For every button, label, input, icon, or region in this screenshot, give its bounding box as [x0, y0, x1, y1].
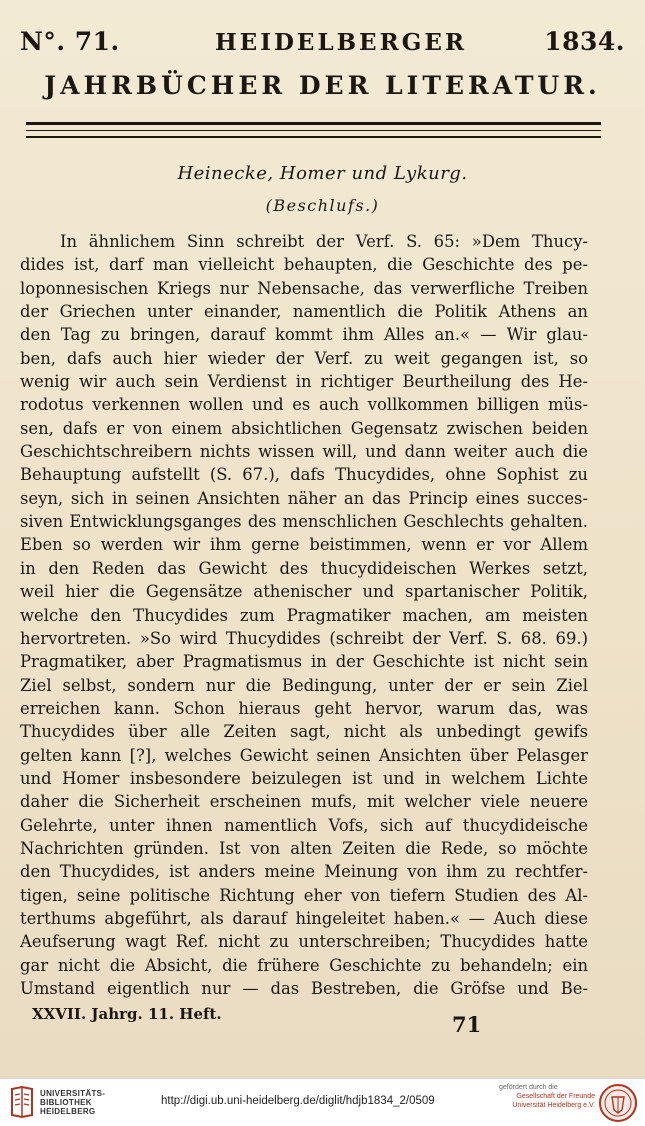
text-line: loponnesischen Kriegs nur Nebensache, das verwerfliche Treiben: [20, 278, 588, 298]
library-logo-icon[interactable]: [8, 1085, 36, 1119]
text-line: sen, dafs er von einem absichtlichen Gegensatz zwischen beiden: [20, 418, 588, 438]
issue-number: N°. 71.: [20, 27, 120, 56]
viewer-footer-bar: [0, 1078, 645, 1126]
text-line: hervortreten. »So wird Thucydides (schreibt der Verf. S. 68. 69.): [20, 628, 588, 648]
text-line: wenig wir auch sein Verdienst in richtiger Beurtheilung des He-: [20, 372, 588, 392]
text-line: Behauptung aufstellt (S. 67.), dafs Thucydides, ohne Sophist zu: [20, 465, 588, 485]
library-name[interactable]: UNIVERSITÄTS- BIBLIOTHEK HEIDELBERG: [40, 1089, 106, 1116]
article-subtitle: (Beschlufs.): [265, 196, 380, 215]
text-line: Aeufserung wagt Ref. nicht zu unterschreiben; Thucydides hatte: [20, 932, 588, 952]
sponsor-org-line2: Universität Heidelberg e.V.: [512, 1102, 595, 1109]
header-rule-thin: [26, 130, 601, 131]
text-line: ben, dafs auch hier wieder der Verf. zu weit gegangen ist, so: [20, 348, 588, 368]
text-line: Ziel selbst, sondern nur die Bedingung, unter der er sein Ziel: [20, 675, 588, 695]
text-line: Thucydides über alle Zeiten sagt, nicht als unbedingt gewifs: [20, 722, 588, 742]
text-line: Eben so werden wir ihm gerne beistimmen, wenn er vor Allem: [20, 535, 588, 555]
text-line: der Griechen unter einander, namentlich die Politik Athens an: [20, 302, 588, 322]
text-line: Geschichtschreibern nichts wissen will, und dann weiter auch die: [20, 442, 588, 462]
text-line: tigen, seine politische Richtung eher von tiefern Studien des Al-: [20, 885, 588, 905]
text-line: den Tag zu bringen, darauf kommt ihm Alles an.« — Wir glau-: [20, 325, 588, 345]
publication-year: 1834.: [544, 27, 625, 56]
text-line: weil hier die Gegensätze athenischer und spartanischer Politik,: [20, 582, 588, 602]
sponsor-lead: gefördert durch die: [499, 1084, 558, 1091]
header-rule-bottom: [26, 136, 601, 138]
university-seal-icon[interactable]: [598, 1083, 638, 1123]
sponsor-credit[interactable]: [491, 1083, 595, 1110]
text-line: terthums abgeführt, als darauf hingeleitet haben.« — Auch diese: [20, 908, 588, 928]
text-line: erreichen kann. Schon hieraus geht hervor, warum das, was: [20, 698, 588, 718]
text-line: Pragmatiker, aber Pragmatismus in der Geschichte ist nicht sein: [20, 652, 588, 672]
text-line: den Thucydides, ist anders meine Meinung von ihm zu rechtfer-: [20, 862, 588, 882]
sponsor-org-line1: Gesellschaft der Freunde: [516, 1093, 595, 1100]
text-line: Nachrichten gründen. Ist von alten Zeiten die Rede, so möchte: [20, 838, 588, 858]
running-header: [20, 27, 625, 61]
text-line: gelten kann [?], welches Gewicht seinen Ansichten über Pelasger: [20, 745, 588, 765]
text-line: gar nicht die Absicht, die frühere Geschichte zu behandeln; ein: [20, 955, 588, 975]
text-line: rodotus verkennen wollen und es auch vollkommen billigen müs-: [20, 395, 588, 415]
text-line: seyn, sich in seinen Ansichten näher an das Princip eines succes-: [20, 488, 588, 508]
text-line: welche den Thucydides zum Pragmatiker machen, am meisten: [20, 605, 588, 625]
text-line: Umstand eigentlich nur — das Bestreben, die Gröfse und Be-: [20, 979, 588, 998]
sheet-number: 71: [452, 1012, 482, 1037]
article-body: [20, 230, 588, 1000]
text-line: in den Reden das Gewicht des thucydideischen Werkes setzt,: [20, 558, 588, 578]
permalink-url[interactable]: http://digi.ub.uni-heidelberg.de/diglit/hdjb1834_2/0509: [161, 1095, 435, 1107]
article-title: Heinecke, Homer und Lykurg.: [177, 163, 468, 184]
text-line: dides ist, darf man vielleicht behaupten, die Geschichte des pe-: [20, 255, 588, 275]
text-line: Gelehrte, unter ihnen namentlich Vofs, sich auf thucydideische: [20, 815, 588, 835]
header-rule-thick: [26, 122, 601, 125]
text-line: siven Entwicklungsganges des menschlichen Geschlechts gehalten.: [20, 512, 588, 532]
text-line: In ähnlichem Sinn schreibt der Verf. S. 65: »Dem Thucy-: [60, 232, 588, 251]
signature-line: XXVII. Jahrg. 11. Heft.: [32, 1005, 222, 1023]
text-line: und Homer insbesondere beizulegen ist und in welchem Lichte: [20, 768, 588, 788]
text-line: daher die Sicherheit erscheinen mufs, mit welcher viele neuere: [20, 792, 588, 812]
journal-title-top: HEIDELBERGER: [214, 29, 467, 56]
journal-title-main: JAHRBÜCHER DER LITERATUR.: [44, 71, 601, 100]
